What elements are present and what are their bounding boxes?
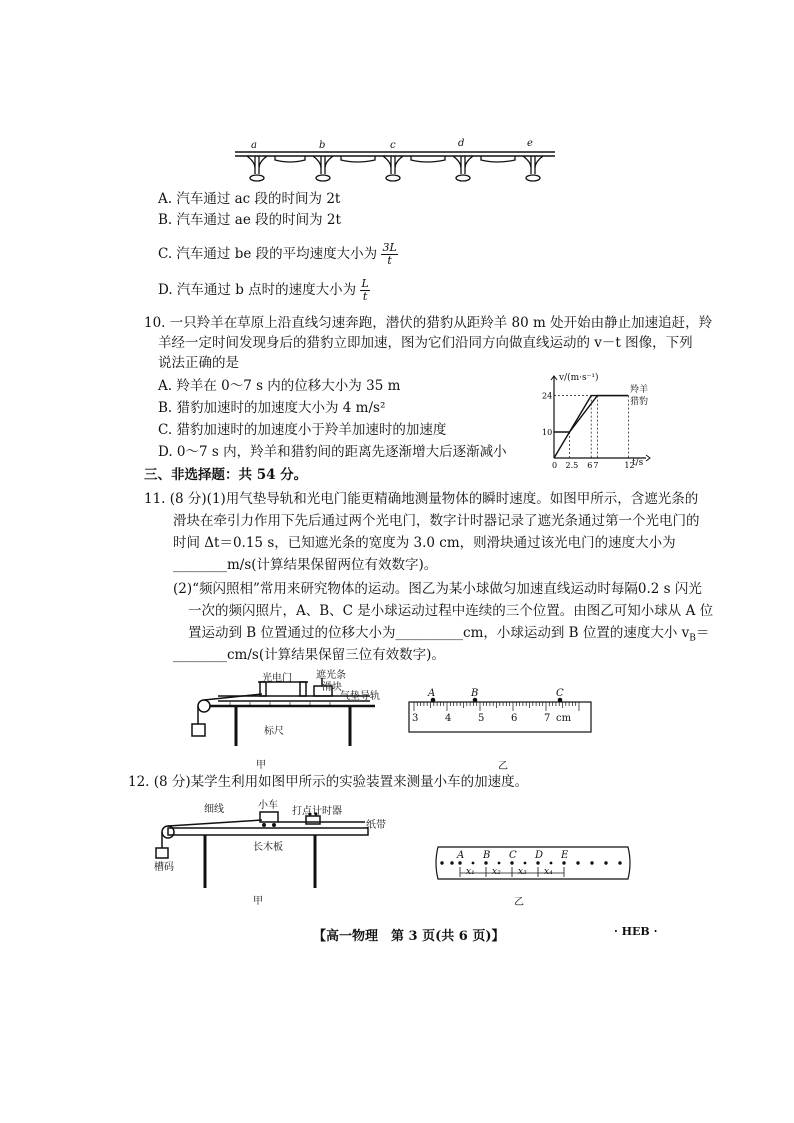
q12-line1: 12. (8 分)某学生利用如图甲所示的实验装置来测量小车的加速度。 <box>128 774 529 790</box>
bridge-point-e: e <box>527 138 533 149</box>
fig11-strip-label: 遮光条 <box>316 670 346 681</box>
vt-xtick-1: 2.5 <box>565 461 579 470</box>
fig11-jia-caption: 甲 <box>256 760 266 771</box>
fig12-yi-tape <box>432 843 632 883</box>
vt-xtick-0: 0 <box>552 461 558 470</box>
q9-d-numerator: L <box>361 277 369 290</box>
q11-p2-line3 <box>188 624 709 648</box>
fig11-tick-3: 3 <box>412 713 419 724</box>
vt-legend-cheetah: 猎豹 <box>630 397 649 407</box>
page-footer: 【高一物理 第 3 页(共 6 页)】 <box>313 929 505 944</box>
q10-option-a: A. 羚羊在 0～7 s 内的位移大小为 35 m <box>158 378 401 394</box>
q9-c-denominator: t <box>387 254 392 267</box>
fig11-track-label: 气垫导轨 <box>340 691 380 702</box>
fig11-point-b: B <box>471 688 479 699</box>
fig11-ruler-ticklabels <box>410 713 590 727</box>
vt-xtick-2: 6 <box>587 461 593 470</box>
fig12-jia-caption: 甲 <box>253 896 263 907</box>
fig12-string-label: 细线 <box>204 804 224 815</box>
q9-option-c-text: C. 汽车通过 be 段的平均速度大小为 <box>158 246 378 262</box>
fig12-seg-x4: x₄ <box>544 867 553 877</box>
fig11-tick-6: 6 <box>511 713 518 724</box>
q11-p2-line3-text: 置运动到 B 位置通过的位移大小为__________cm，小球运动到 B 位置的速度大小 v <box>188 625 690 641</box>
fig11-point-c: C <box>556 688 564 699</box>
vt-x-arrow <box>646 455 650 461</box>
q10-option-d: D. 0～7 s 内，羚羊和猎豹间的距离先逐渐增大后逐渐减小 <box>158 444 507 460</box>
fig11-tick-7: 7 <box>544 713 551 724</box>
fig12-seg-x2: x₂ <box>492 867 501 877</box>
bridge-point-a: a <box>251 140 257 151</box>
fig12-board-label: 长木板 <box>253 842 283 853</box>
q11-p2-line1: (2)“频闪照相”常用来研究物体的运动。图乙为某小球做匀加速直线运动时每隔0.2 s 闪光 <box>173 581 702 597</box>
fig12-point-d: D <box>535 850 544 861</box>
q9-c-numerator: 3L <box>382 241 397 254</box>
vt-ytick-1: 24 <box>542 391 553 401</box>
q11-p2-line4: ________cm/s(计算结果保留三位有效数字)。 <box>173 647 445 663</box>
fig12-point-c: C <box>509 850 517 861</box>
fig11-slider-label: 滑块 <box>322 682 342 693</box>
fig12-point-b: B <box>483 850 491 861</box>
q9-option-a: A. 汽车通过 ac 段的时间为 2t <box>158 191 341 207</box>
fig11-point-a: A <box>428 688 436 699</box>
q11-p2-line2: 一次的频闪照片，A、B、C 是小球运动过程中连续的三个位置。由图乙可知小球从 A 位 <box>188 603 714 619</box>
vt-legend-antelope: 羚羊 <box>630 385 649 395</box>
fig12-yi-caption: 乙 <box>514 897 524 908</box>
vt-xtick-3: 7 <box>593 461 599 470</box>
q9-option-c <box>158 242 398 267</box>
fig12-tape-label: 纸带 <box>366 820 386 831</box>
vt-ylabel: v/(m·s⁻¹) <box>559 373 599 383</box>
page-code: · HEB · <box>614 925 658 938</box>
fig12-weight-label: 槽码 <box>154 862 174 873</box>
bridge-point-c: c <box>390 140 396 151</box>
vt-xlabel: t/s <box>632 458 644 468</box>
vt-xtick-4: 12 <box>624 461 635 470</box>
bridge-point-d: d <box>458 138 465 149</box>
fig11-tick-5: 5 <box>478 713 485 724</box>
q11-p2-line3-tail: ＝ <box>695 625 710 641</box>
q10-option-c: C. 猎豹加速时的加速度小于羚羊加速时的加速度 <box>158 422 447 438</box>
q9-option-d-text: D. 汽车通过 b 点时的速度大小为 <box>158 282 357 298</box>
fig12-timer-label: 打点计时器 <box>292 806 342 817</box>
fig11-unit: cm <box>556 713 572 724</box>
q10-option-b: B. 猎豹加速时的加速度大小为 4 m/s² <box>158 400 386 416</box>
q10-line1: 10. 一只羚羊在草原上沿直线匀速奔跑，潜伏的猎豹从距羚羊 80 m 处开始由静止加速追赶，羚 <box>144 315 713 331</box>
q10-line2: 羊经一定时间发现身后的猎豹立即加速，图为它们沿同方向做直线运动的 v－t 图像，下列 <box>158 335 693 351</box>
vt-ytick-0: 10 <box>542 428 553 437</box>
bridge-point-b: b <box>319 140 326 151</box>
fig12-seg-x1: x₁ <box>466 867 475 877</box>
q11-p1-line3: 时间 Δt＝0.15 s，已知遮光条的宽度为 3.0 cm，则滑块通过该光电门的速度大小为 <box>173 535 676 551</box>
q9-option-d <box>158 278 370 303</box>
fig12-point-e: E <box>561 850 569 861</box>
fig12-seg-x3: x₃ <box>518 867 527 877</box>
q9-option-b: B. 汽车通过 ae 段的时间为 2t <box>158 212 341 228</box>
fig11-yi-caption: 乙 <box>498 761 508 772</box>
q10-line3: 说法正确的是 <box>158 355 239 371</box>
fig11-ruler-label: 标尺 <box>264 726 284 737</box>
fig12-cart-label: 小车 <box>258 800 278 811</box>
q11-p1-line4: ________m/s(计算结果保留两位有效数字)。 <box>173 557 438 573</box>
fig11-gate-label: 光电门 <box>262 673 292 684</box>
section-3-heading: 三、非选择题：共 54 分。 <box>144 467 308 483</box>
fig12-point-a: A <box>457 850 465 861</box>
q11-p1-line1: 11. (8 分)(1)用气垫导轨和光电门能更精确地测量物体的瞬时速度。如图甲所示，含遮光条的 <box>144 491 699 507</box>
q11-p1-line2: 滑块在牵引力作用下先后通过两个光电门，数字计时器记录了遮光条通过第一个光电门的 <box>173 513 700 529</box>
q11-vb-subscript: B <box>689 633 696 644</box>
q9-d-denominator: t <box>362 290 368 303</box>
fig11-tick-4: 4 <box>445 713 452 724</box>
